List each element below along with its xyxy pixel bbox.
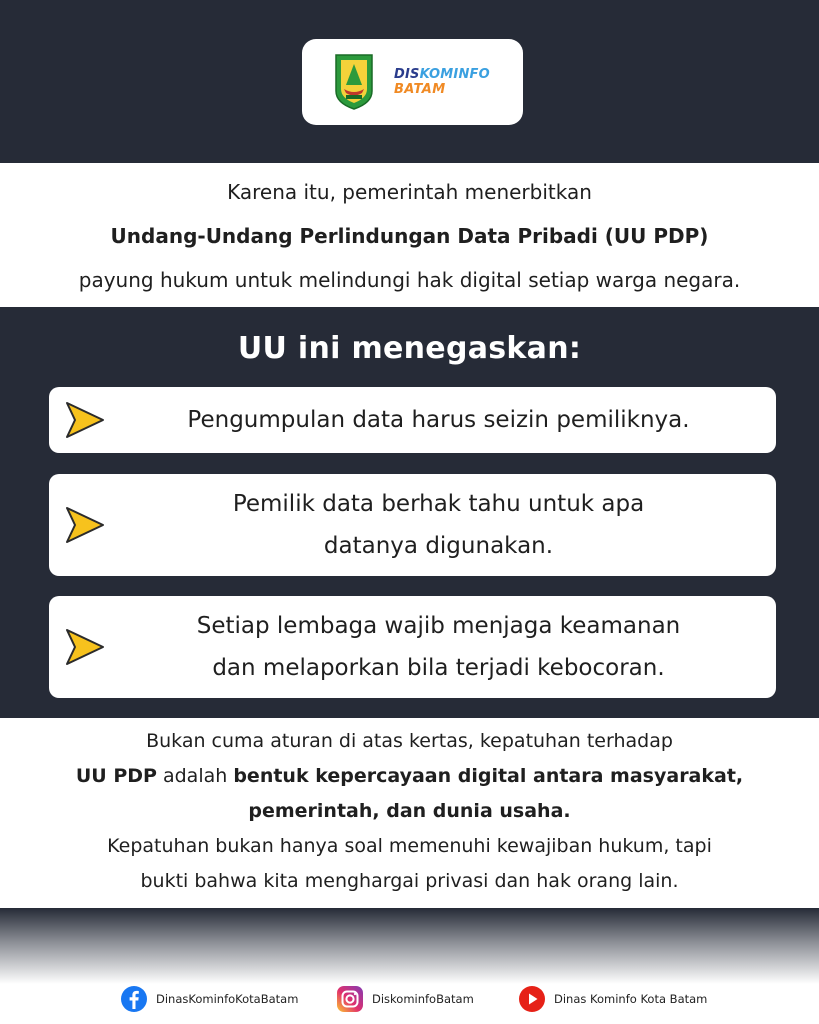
panel-title: UU ini menegaskan: [237, 331, 582, 366]
facebook-handle: DinasKominfoKotaBatam [156, 992, 299, 1006]
gradient-band [0, 908, 819, 984]
facebook-link[interactable] [120, 984, 298, 1014]
instagram-link[interactable] [336, 984, 474, 1014]
closing-line-2: UU PDP adalah bentuk kepercayaan digital antara masyarakat, [75, 765, 744, 787]
logo-card [302, 39, 523, 125]
closing-line-4: Kepatuhan bukan hanya soal memenuhi kewajiban hukum, tapi [107, 835, 712, 857]
points-panel [0, 307, 819, 718]
youtube-channel: Dinas Kominfo Kota Batam [554, 992, 708, 1006]
instagram-icon [336, 985, 364, 1013]
closing-line-1: Bukan cuma aturan di atas kertas, kepatuhan terhadap [146, 730, 673, 752]
brand-name: DISKOMINFO [394, 67, 490, 82]
arrow-right-icon [63, 398, 107, 442]
batam-crest-icon [332, 51, 376, 111]
point-text-2: Pemilik data berhak tahu untuk apa datanya digunakan. [232, 491, 645, 559]
closing-line-5: bukti bahwa kita menghargai privasi dan hak orang lain. [140, 870, 679, 892]
point-card-3 [49, 596, 776, 698]
arrow-right-icon [63, 625, 107, 669]
intro-line-1: Karena itu, pemerintah menerbitkan [227, 180, 592, 204]
footer [0, 984, 819, 1024]
intro-line-2: Undang-Undang Perlindungan Data Pribadi (UU PDP) [110, 224, 709, 248]
instagram-handle: DiskominfoBatam [372, 992, 474, 1006]
point-card-2 [49, 474, 776, 576]
header-banner [0, 0, 819, 163]
closing-line-3: pemerintah, dan dunia usaha. [248, 800, 571, 822]
closing-text [0, 724, 819, 899]
intro-text [0, 170, 819, 302]
point-text-3: Setiap lembaga wajib menjaga keamanan dan melaporkan bila terjadi kebocoran. [196, 613, 681, 681]
point-card-1 [49, 387, 776, 453]
youtube-icon [518, 985, 546, 1013]
arrow-right-icon [63, 503, 107, 547]
facebook-icon [120, 985, 148, 1013]
brand-city: BATAM [394, 82, 446, 97]
point-text-1: Pengumpulan data harus seizin pemiliknya. [187, 407, 690, 433]
youtube-link[interactable] [518, 984, 707, 1014]
intro-line-3: payung hukum untuk melindungi hak digital setiap warga negara. [78, 268, 741, 292]
